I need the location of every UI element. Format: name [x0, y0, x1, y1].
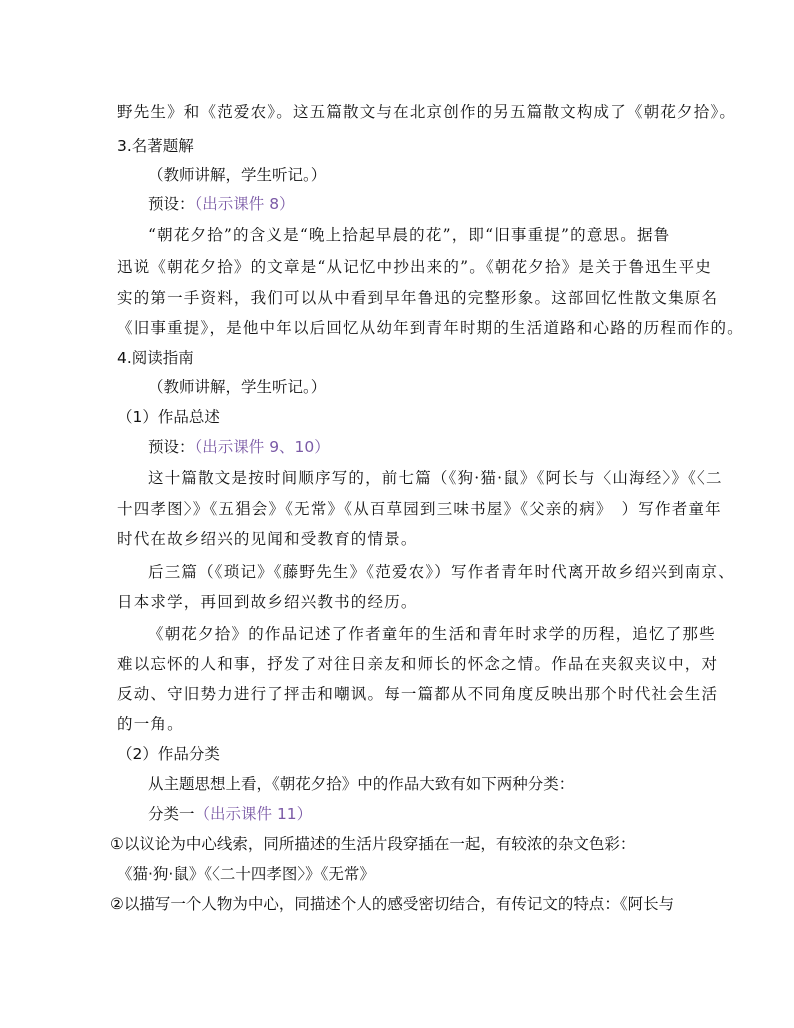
- preset-label: 预设：: [148, 195, 195, 213]
- paragraph-line: 野先生》和《范爱农》。这五篇散文与在北京创作的另五篇散文构成了《朝花夕拾》。: [117, 103, 737, 121]
- paragraph-line: 从主题思想上看，《朝花夕拾》中的作品大致有如下两种分类：: [148, 775, 575, 793]
- paragraph-line: 日本求学，再回到故乡绍兴教书的经历。: [117, 593, 418, 611]
- paragraph-line: 这十篇散文是按时间顺序写的，前七篇（《狗·猫·鼠》《阿长与〈山海经〉》《〈二: [148, 469, 723, 487]
- section-heading: 4.阅读指南: [117, 349, 194, 367]
- preset-line: [148, 192, 295, 214]
- paragraph-line: 时代在故乡绍兴的见闻和受教育的情景。: [117, 530, 418, 548]
- paragraph-line: 后三篇（《琐记》《藤野先生》《范爱农》）写作者青年时代离开故乡绍兴到南京、: [148, 563, 735, 581]
- subsection-heading: （2）作品分类: [117, 745, 220, 763]
- list-item-continuation: 《猫·狗·鼠》《〈二十四孝图〉》《无常》: [117, 865, 375, 883]
- instruction-note: （教师讲解，学生听记。）: [148, 166, 327, 184]
- category-line: [148, 802, 312, 824]
- list-item: ①以议论为中心线索，同所描述的生活片段穿插在一起，有较浓的杂文色彩：: [110, 835, 636, 853]
- instruction-note: （教师讲解，学生听记。）: [148, 378, 327, 396]
- list-item: ②以描写一个人物为中心，同描述个人的感受密切结合，有传记文的特点：《阿长与: [110, 895, 675, 913]
- section-heading: 3.名著题解: [117, 137, 194, 155]
- paragraph-line: 的一角。: [117, 715, 184, 733]
- paragraph-line: 迅说《朝花夕拾》的文章是“从记忆中抄出来的”。《朝花夕拾》是关于鲁迅生平史: [117, 258, 713, 276]
- paragraph-line: 实的第一手资料，我们可以从中看到早年鲁迅的完整形象。这部回忆性散文集原名: [117, 289, 719, 307]
- paragraph-line: 十四孝图〉》《五猖会》《无常》《从百草园到三味书屋》《父亲的病》 ）写作者童年: [117, 500, 722, 518]
- courseware-note: （出示课件 11）: [194, 805, 313, 823]
- subsection-heading: （1）作品总述: [117, 408, 220, 426]
- courseware-note: （出示课件 9、10）: [194, 438, 330, 456]
- paragraph-line: “朝花夕拾”的含义是“晚上拾起早晨的花”，即“旧事重提”的意思。据鲁: [148, 226, 671, 244]
- paragraph-line: 《旧事重提》，是他中年以后回忆从幼年到青年时期的生活道路和心路的历程而作的。: [117, 319, 744, 337]
- paragraph-line: 难以忘怀的人和事，抒发了对往日亲友和师长的怀念之情。作品在夹叙夹议中，对: [117, 655, 719, 673]
- paragraph-line: 反动、守旧势力进行了抨击和嘲讽。每一篇都从不同角度反映出那个时代社会生活: [117, 685, 719, 703]
- paragraph-line: 《朝花夕拾》的作品记述了作者童年的生活和青年时求学的历程，追忆了那些: [148, 625, 716, 643]
- preset-line: [148, 435, 330, 457]
- courseware-note: （出示课件 8）: [194, 195, 295, 213]
- preset-label: 预设：: [148, 438, 195, 456]
- category-label: 分类一: [148, 805, 195, 823]
